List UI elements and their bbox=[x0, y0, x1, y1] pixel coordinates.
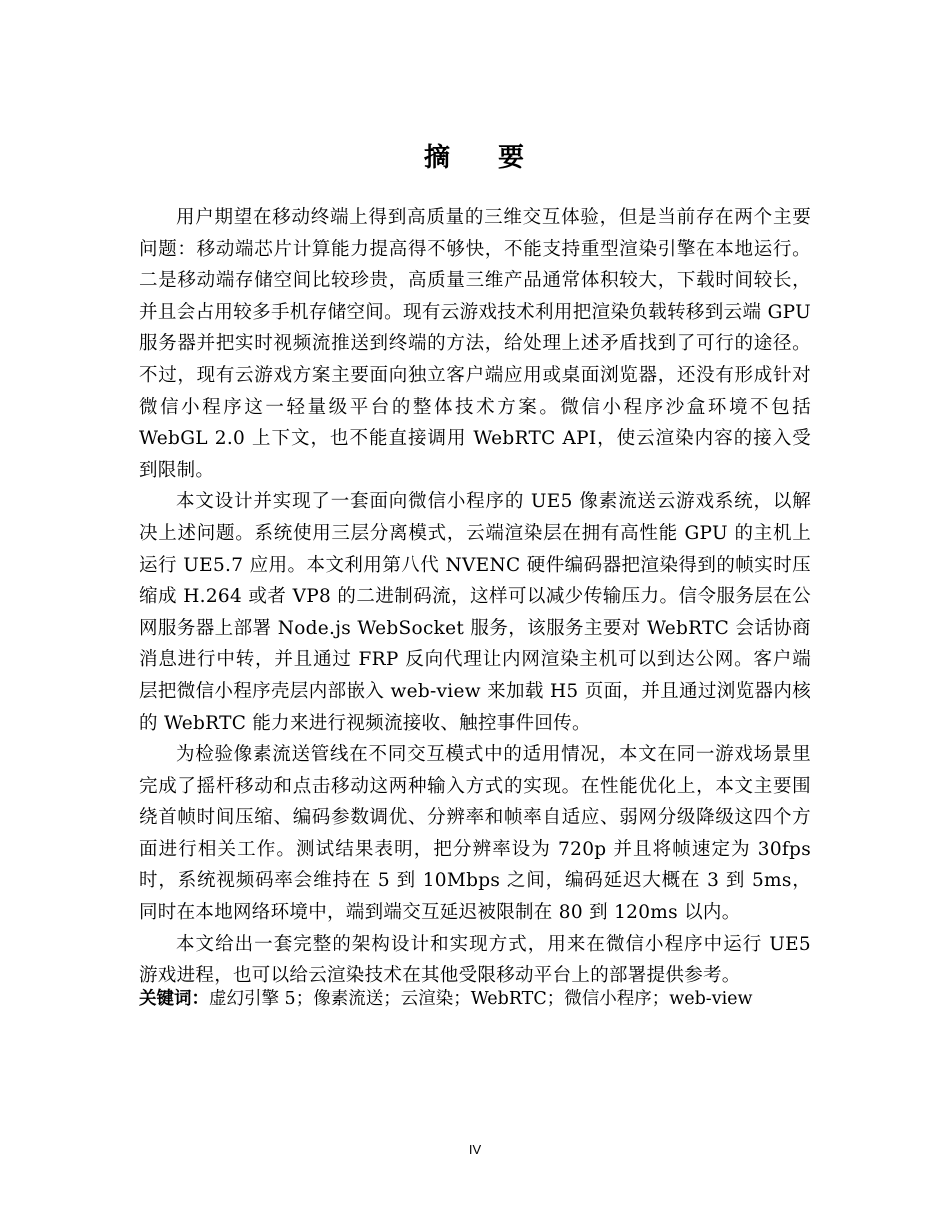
abstract-paragraph-4: 本文给出一套完整的架构设计和实现方式，用来在微信小程序中运行 UE5 游戏进程，也可以给云渲染技术在其他受限移动平台上的部署提供参考。 bbox=[139, 933, 811, 987]
abstract-paragraph-3: 为检验像素流送管线在不同交互模式中的适用情况，本文在同一游戏场景里完成了摇杆移动和点击移动这两种输入方式的实现。在性能优化上，本文主要围绕首帧时间压缩、编码参数调优、分辨率和帧率自适应、弱网分级降级这四个方面进行相关工作。测试结果表明，把分辨率设为 720p 并且将帧速定为 30fps 时，系统视频码率会维持在 5 到 10Mbps 之间，编码延迟大概在 3 到 5ms，同时在本地网络环境中，端到端交互延迟被限制在 80 到 120ms 以内。 bbox=[139, 744, 811, 924]
keywords-line bbox=[139, 985, 811, 1013]
abstract-title-left: 摘 bbox=[423, 143, 452, 173]
abstract-title-right: 要 bbox=[498, 143, 527, 173]
keywords-text: 虚幻引擎 5；像素流送；云渲染；WebRTC；微信小程序；web-view bbox=[209, 989, 753, 1009]
abstract-body bbox=[139, 202, 811, 992]
abstract-paragraph-1: 用户期望在移动终端上得到高质量的三维交互体验，但是当前存在两个主要问题：移动端芯片计算能力提高得不够快，不能支持重型渲染引擎在本地运行。二是移动端存储空间比较珍贵，高质量三维产品通常体积较大，下载时间较长，并且会占用较多手机存储空间。现有云游戏技术利用把渲染负载转移到云端 GPU 服务器并把实时视频流推送到终端的方法，给处理上述矛盾找到了可行的途径。不过，现有云游戏方案主要面向独立客户端应用或桌面浏览器，还没有形成针对微信小程序这一轻量级平台的整体技术方案。微信小程序沙盒环境不包括 WebGL 2.0 上下文，也不能直接调用 WebRTC API，使云渲染内容的接入受到限制。 bbox=[139, 207, 811, 481]
keywords-label: 关键词： bbox=[139, 989, 209, 1009]
abstract-paragraph-2: 本文设计并实现了一套面向微信小程序的 UE5 像素流送云游戏系统，以解决上述问题。系统使用三层分离模式，云端渲染层在拥有高性能 GPU 的主机上运行 UE5.7 应用。本文利用第八代 NVENC 硬件编码器把渲染得到的帧实时压缩成 H.264 或者 VP8 的二进制码流，这样可以减少传输压力。信令服务层在公网服务器上部署 Node.js WebSocket 服务，该服务主要对 WebRTC 会话协商消息进行中转，并且通过 FRP 反向代理让内网渲染主机可以到达公网。客户端层把微信小程序壳层内部嵌入 web-view 来加载 H5 页面，并且通过浏览器内核的 WebRTC 能力来进行视频流接收、触控事件回传。 bbox=[139, 491, 811, 734]
page-number: IV bbox=[468, 1142, 482, 1157]
abstract-title bbox=[0, 140, 950, 176]
